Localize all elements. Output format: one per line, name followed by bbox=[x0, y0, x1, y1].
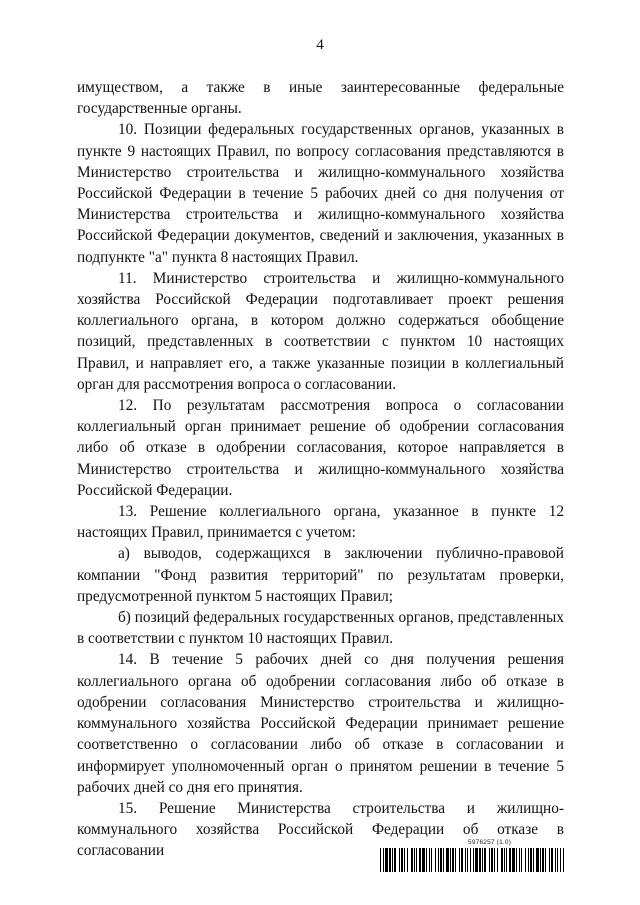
paragraph-item-13: 13. Решение коллегиального органа, указанное в пункте 12 настоящих Правил, принимается с учетом: bbox=[77, 503, 564, 542]
paragraph-subitem-a: а) выводов, содержащихся в заключении публично-правовой компании "Фонд развития территорий" по результатам проверки, предусмотренной пунктом 5 настоящих Правил; bbox=[77, 545, 564, 605]
document-id: 5976257 (1.0) bbox=[468, 839, 512, 846]
paragraph-continuation: имуществом, а также в иные заинтересованные федеральные государственные органы. bbox=[77, 79, 564, 118]
page-number: 4 bbox=[316, 37, 324, 53]
paragraph-subitem-b: б) позиций федеральных государственных органов, представленных в соответствии с пунктом 10 настоящих Правил. bbox=[77, 609, 564, 648]
document-body bbox=[77, 77, 564, 862]
paragraph-item-15: 15. Решение Министерства строительства и жилищно-коммунального хозяйства Российской Федерации об отказе в согласовании bbox=[77, 799, 564, 860]
paragraph-item-11: 11. Министерство строительства и жилищно-коммунального хозяйства Российской Федерации подготавливает проект решения коллегиального органа, в котором должно содержаться обобщение позиций, представленных в соответствии с пунктом 10 настоящих Правил, и направляет его, а также указанные позиции в коллегиальный орган для рассмотрения вопроса о согласовании. bbox=[77, 269, 564, 393]
paragraph-item-10: 10. Позиции федеральных государственных органов, указанных в пункте 9 настоящих Правил, по вопросу согласования представляются в Министерство строительства и жилищно-коммунального хозяйства Российской Федерации в течение 5 рабочих дней со дня получения от Министерства строительства и жилищно-коммунального хозяйства Российской Федерации документов, сведений и заключения, указанных в подпункте "а" пункта 8 настоящих Правил. bbox=[77, 121, 564, 266]
paragraph-item-12: 12. По результатам рассмотрения вопроса о согласовании коллегиальный орган принимает решение об одобрении согласования либо об отказе в одобрении согласования, которое направляется в Министерство строительства и жилищно-коммунального хозяйства Российской Федерации. bbox=[77, 397, 564, 499]
barcode-bar bbox=[563, 848, 564, 872]
barcode-icon bbox=[380, 848, 564, 872]
paragraph-item-14: 14. В течение 5 рабочих дней со дня получения решения коллегиального органа об одобрении согласования либо об отказе в одобрении согласования Министерство строительства и жилищно-коммунального хозяйства Российской Федерации принимает решение соответственно о согласовании либо об отказе в согласовании и информирует уполномоченный орган о принятом решении в течение 5 рабочих дней со дня его принятия. bbox=[77, 651, 564, 796]
